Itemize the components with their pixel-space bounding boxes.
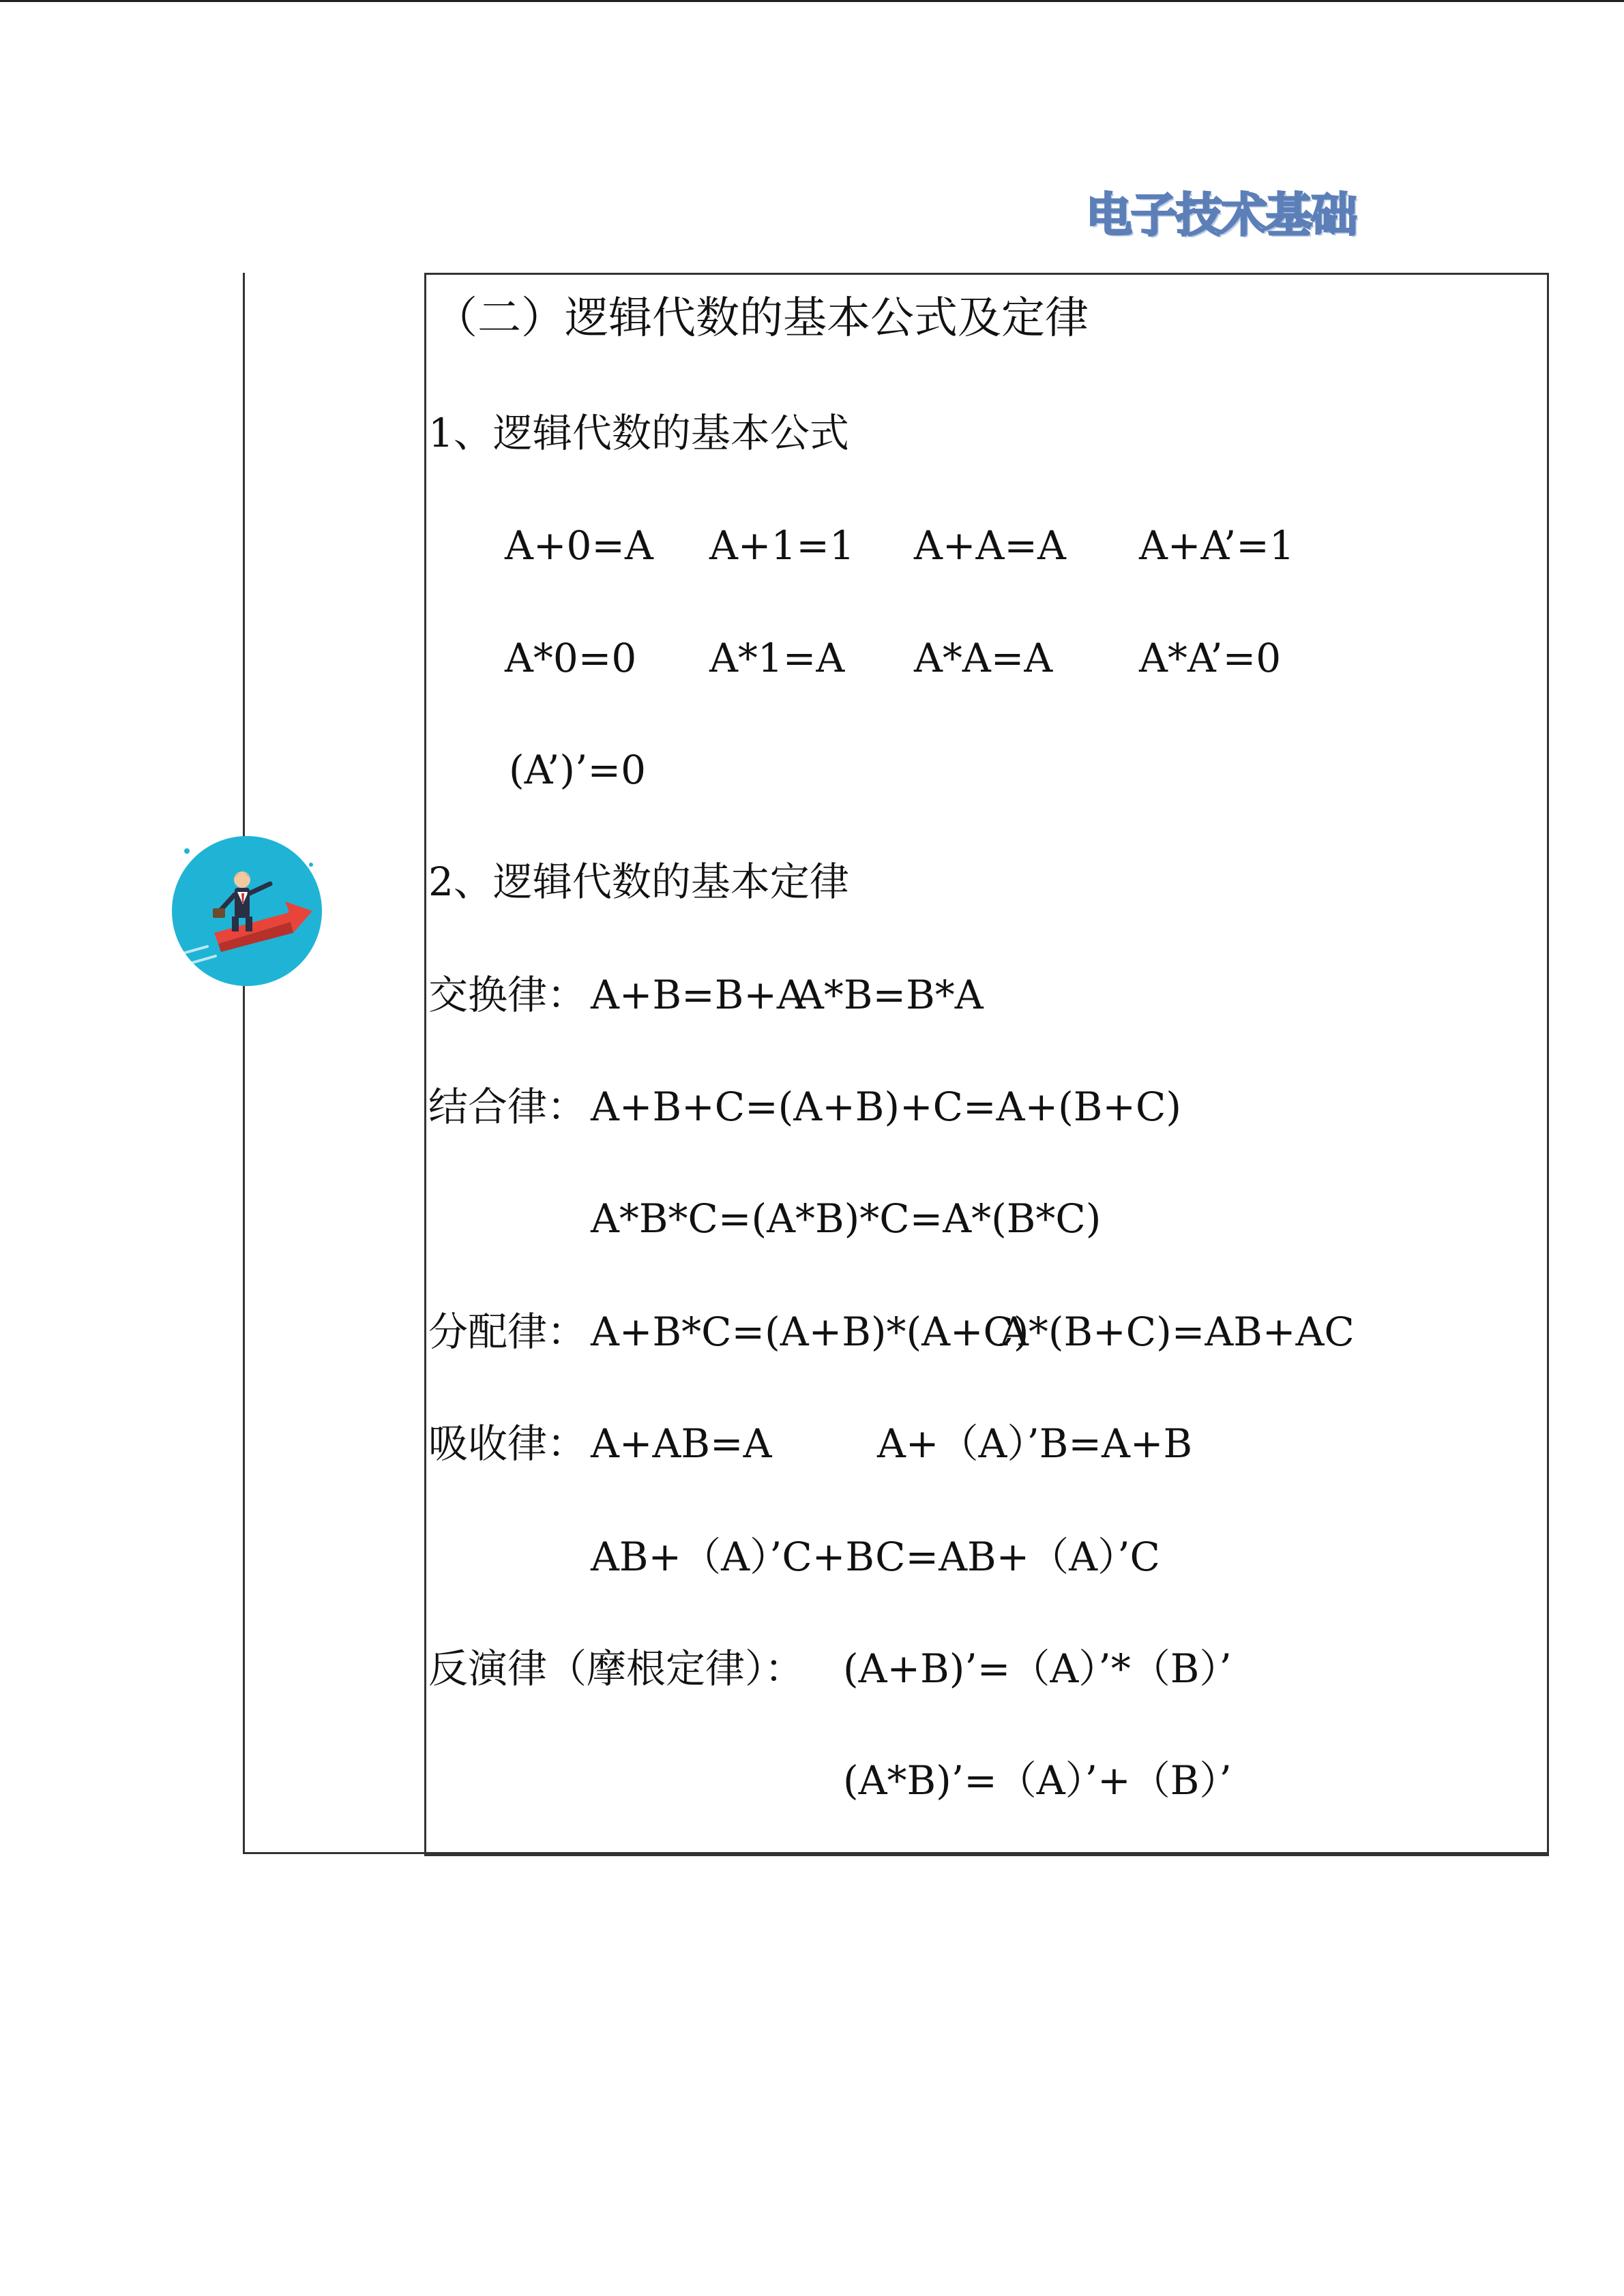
demorgan-law-label: 反演律（摩根定律）： bbox=[428, 1645, 805, 1692]
formulas-heading: 1、逻辑代数的基本公式 bbox=[428, 410, 849, 456]
course-title: 电子技术基础 bbox=[1086, 189, 1357, 243]
formula-item: A*A’=0 bbox=[1139, 635, 1282, 681]
left-column-border bbox=[243, 273, 245, 1853]
formula-item: A*0=0 bbox=[505, 635, 637, 681]
law-expression: A*B=B*A bbox=[795, 972, 984, 1018]
commutative-law-label: 交换律： bbox=[428, 972, 587, 1018]
law-expression: A*B*C=(A*B)*C=A*(B*C) bbox=[591, 1195, 1102, 1242]
formula-item: (A’)’=0 bbox=[509, 747, 646, 793]
law-expression: A+AB=A bbox=[591, 1420, 772, 1467]
distributive-law-label: 分配律： bbox=[428, 1309, 587, 1355]
formula-item: A+A’=1 bbox=[1139, 522, 1295, 569]
associative-law-label: 结合律： bbox=[428, 1084, 587, 1130]
absorption-law-label: 吸收律： bbox=[428, 1420, 587, 1467]
law-expression: A+B+C=(A+B)+C=A+(B+C) bbox=[591, 1084, 1181, 1130]
top-border-line bbox=[0, 0, 1624, 2]
law-expression: A+B*C=(A+B)*(A+C) bbox=[591, 1309, 1029, 1355]
content-cell bbox=[424, 273, 1549, 1856]
law-expression: A+B=B+A bbox=[591, 972, 806, 1018]
law-expression: (A+B)’=（A）’*（B）’ bbox=[843, 1645, 1232, 1692]
businessman-on-arrow-icon bbox=[166, 831, 327, 992]
section-title: （二）逻辑代数的基本公式及定律 bbox=[434, 293, 1089, 344]
formula-item: A*A=A bbox=[914, 635, 1053, 681]
formula-item: A+1=1 bbox=[709, 522, 855, 569]
law-expression: A+（A）’B=A+B bbox=[877, 1420, 1193, 1467]
law-expression: AB+（A）’C+BC=AB+（A）’C bbox=[591, 1534, 1160, 1580]
law-expression: A*(B+C)=AB+AC bbox=[1000, 1309, 1355, 1355]
law-expression: (A*B)’=（A）’+（B）’ bbox=[843, 1757, 1232, 1804]
laws-heading: 2、逻辑代数的基本定律 bbox=[428, 859, 849, 905]
formula-item: A+0=A bbox=[505, 522, 653, 569]
formula-item: A+A=A bbox=[914, 522, 1066, 569]
formula-item: A*1=A bbox=[709, 635, 845, 681]
